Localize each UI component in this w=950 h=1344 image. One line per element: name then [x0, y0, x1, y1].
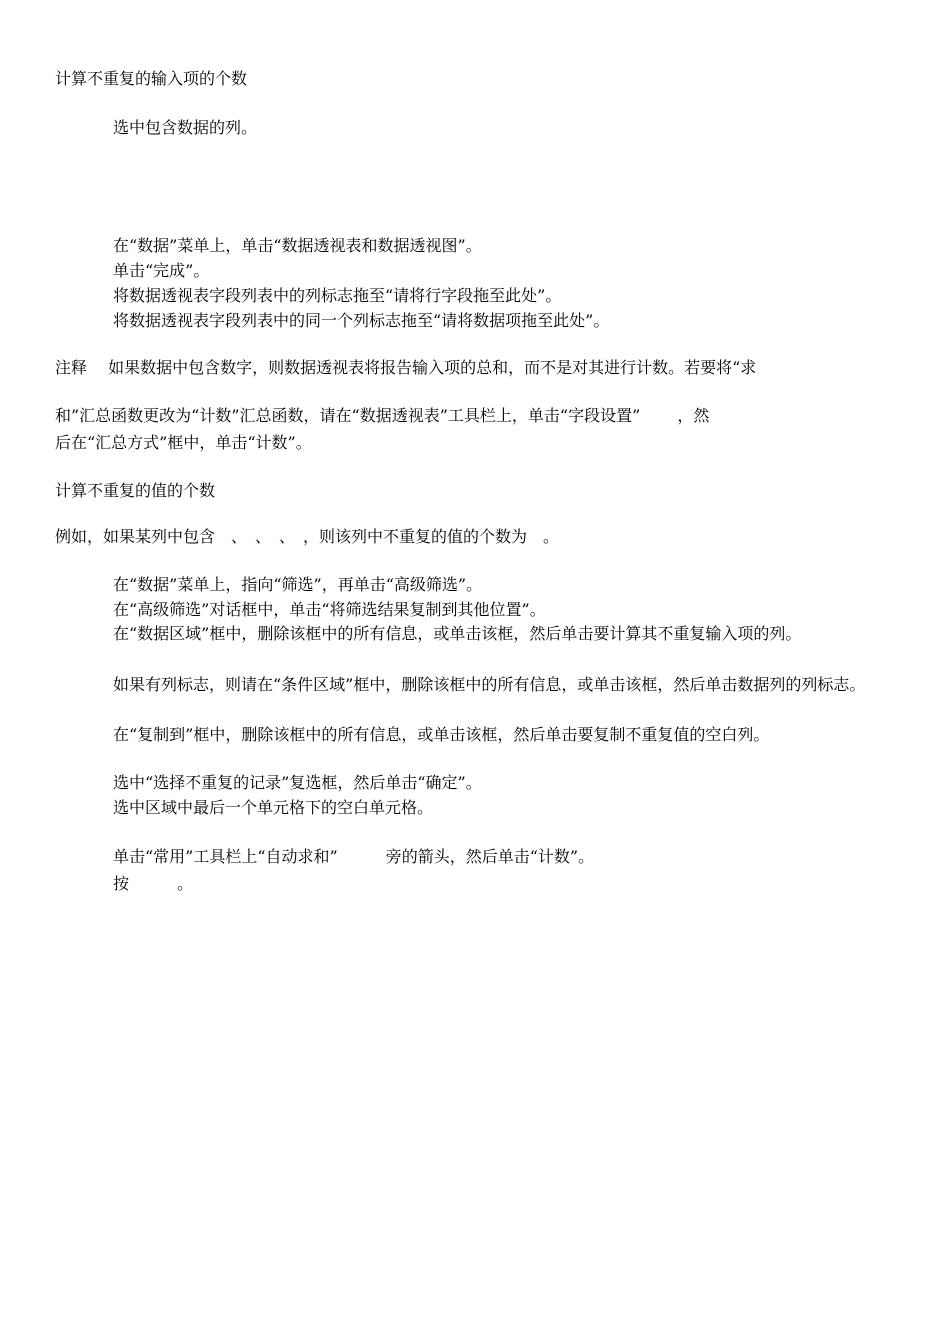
step-criteria-range: 如果有列标志，则请在“条件区域”框中，删除该框中的所有信息，或单击该框，然后单击数据列的列标志。	[113, 675, 866, 694]
step-copy-to-location: 在“高级筛选”对话框中，单击“将筛选结果复制到其他位置”。	[113, 600, 546, 619]
step-press-key: 按 。	[113, 874, 194, 893]
section-heading-unique-values: 计算不重复的值的个数	[55, 481, 216, 500]
step-advanced-filter: 在“数据”菜单上，指向“筛选”，再单击“高级筛选”。	[113, 575, 483, 594]
section-heading-unique-entries: 计算不重复的输入项的个数	[55, 69, 248, 88]
example-paragraph: 例如，如果某列中包含 、 、 、 ，则该列中不重复的值的个数为 。	[55, 527, 560, 546]
step-drag-data-item: 将数据透视表字段列表中的同一个列标志拖至“请将数据项拖至此处”。	[113, 311, 610, 330]
step-copy-to-box: 在“复制到”框中，删除该框中的所有信息，或单击该框，然后单击要复制不重复值的空白列。	[113, 725, 770, 744]
note-line-2: 和”汇总函数更改为“计数”汇总函数，请在“数据透视表”工具栏上，单击“字段设置” ，然	[55, 406, 710, 425]
step-unique-records: 选中“选择不重复的记录”复选框，然后单击“确定”。	[113, 773, 482, 792]
step-select-column: 选中包含数据的列。	[113, 118, 258, 137]
step-autosum-count: 单击“常用”工具栏上“自动求和” 旁的箭头，然后单击“计数”。	[113, 847, 595, 866]
step-pivot-menu: 在“数据”菜单上，单击“数据透视表和数据透视图”。	[113, 236, 482, 255]
step-select-blank-cell: 选中区域中最后一个单元格下的空白单元格。	[113, 798, 434, 817]
note-line-1: 注释 如果数据中包含数字，则数据透视表将报告输入项的总和，而不是对其进行计数。若要将“求	[55, 358, 757, 377]
note-line-3: 后在“汇总方式”框中，单击“计数”。	[55, 433, 312, 452]
step-data-range: 在“数据区域”框中，删除该框中的所有信息，或单击该框，然后单击要计算其不重复输入项的列。	[113, 624, 802, 643]
step-drag-row-field: 将数据透视表字段列表中的列标志拖至“请将行字段拖至此处”。	[113, 286, 562, 305]
step-finish: 单击“完成”。	[113, 261, 210, 280]
